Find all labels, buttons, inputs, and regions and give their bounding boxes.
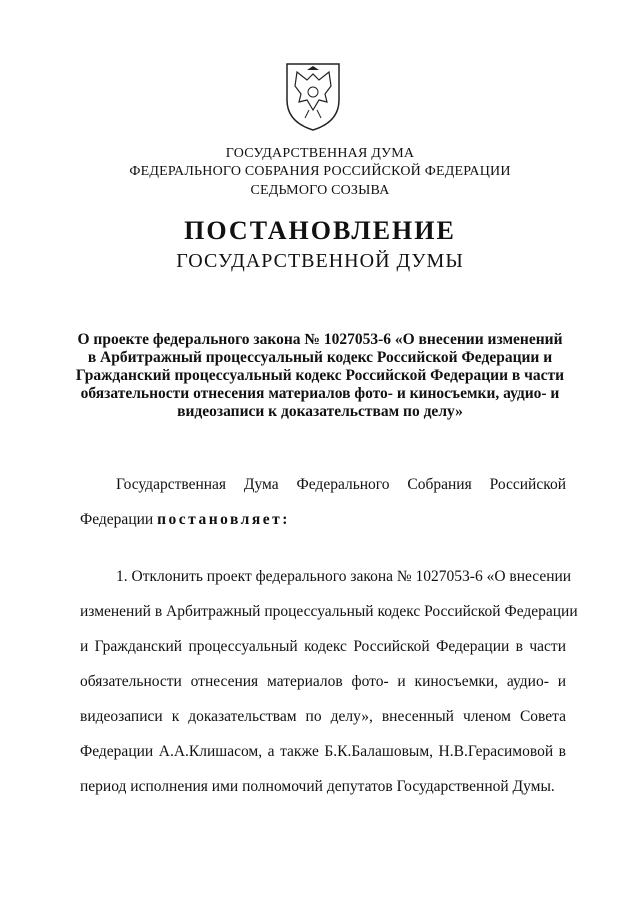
- preamble-emphasis: постановляет:: [157, 511, 290, 528]
- document-title: ПОСТАНОВЛЕНИЕ: [184, 216, 456, 245]
- header-line-3: СЕДЬМОГО СОЗЫВА: [250, 183, 390, 198]
- document-subtitle: ГОСУДАРСТВЕННОЙ ДУМЫ: [176, 250, 464, 272]
- header-line-2: ФЕДЕРАЛЬНОГО СОБРАНИЯ РОССИЙСКОЙ ФЕДЕРАЦИИ: [129, 164, 511, 179]
- item-line: и Гражданский процессуальный кодекс Российской Федерации в части: [80, 638, 566, 655]
- preamble-line-1: Государственная Дума Федерального Собрания Российской: [116, 476, 566, 493]
- subject-line: видеозаписи к доказательствам по делу»: [177, 403, 463, 420]
- subject-line: О проекте федерального закона № 1027053-6 «О внесении изменений: [77, 331, 563, 348]
- russian-coat-of-arms-emblem: [281, 60, 345, 132]
- item-line: 1. Отклонить проект федерального закона № 1027053-6 «О внесении: [116, 568, 572, 585]
- header-line-1: ГОСУДАРСТВЕННАЯ ДУМА: [225, 146, 415, 161]
- subject-line: в Арбитражный процессуальный кодекс Российской Федерации и: [87, 349, 553, 366]
- item-line: изменений в Арбитражный процессуальный кодекс Российской Федерации: [80, 603, 578, 620]
- item-line: видеозаписи к доказательствам по делу», внесенный членом Совета: [80, 708, 566, 725]
- item-line: обязательности отнесения материалов фото- и киносъемки, аудио- и: [80, 673, 566, 690]
- preamble-text: Федерации: [80, 511, 158, 528]
- preamble-line-2: [80, 511, 566, 529]
- subject-line: обязательности отнесения материалов фото- и киносъемки, аудио- и: [80, 385, 560, 402]
- item-line: период исполнения ими полномочий депутатов Государственной Думы.: [80, 778, 555, 795]
- subject-line: Гражданский процессуальный кодекс Российской Федерации в части: [75, 367, 565, 384]
- item-line: Федерации А.А.Клишасом, а также Б.К.Балашовым, Н.В.Герасимовой в: [80, 743, 566, 760]
